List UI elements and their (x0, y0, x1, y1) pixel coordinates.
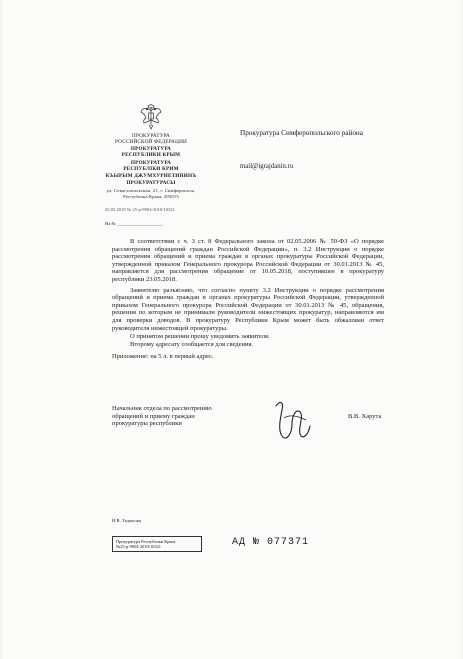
org-ua-line1: ПРОКУРАТУРА (130, 159, 172, 166)
org-ua-line2: РЕСПУБЛІКИ КРИМ (123, 166, 179, 173)
coat-of-arms-icon (139, 104, 163, 130)
org-ru-line2: РОССИЙСКОЙ ФЕДЕРАЦИИ (115, 139, 187, 146)
registration-line: 25.05.2018 № 25-р-9904-2018/10321 (105, 207, 175, 212)
registry-stamp (112, 536, 202, 552)
org-address-line2: Республика Крым, 295015 (123, 193, 179, 199)
registry-stamp-line2: №25-р-9904-2018/10321 (116, 544, 161, 550)
form-serial-number: АД № 077371 (232, 537, 310, 548)
executor-name: Н.В. Таджосян (112, 518, 141, 523)
org-address-line1: ул. Севастопольская, 21, г. Симферополь, (106, 188, 196, 194)
paragraph-3: О принятом решении прошу уведомить заявителя. (130, 333, 270, 341)
document-page (2, 0, 461, 659)
attachment-note: Приложение: на 5 л. в первый адрес. (112, 353, 214, 361)
signatory-title (112, 405, 252, 428)
addressee-name: Прокуратура Симферопольского района (240, 129, 363, 137)
letter-body (112, 238, 384, 361)
org-ru-line1: ПРОКУРАТУРА (132, 133, 170, 139)
signatory-title-line1: Начальник отдела по рассмотрению (112, 405, 212, 412)
org-header (100, 133, 202, 199)
reference-line: На № ____________________ (105, 221, 163, 226)
org-crimea-line2: РЕСПУБЛИКИ КРЫМ (121, 152, 181, 159)
addressee-email: mail@igrajdanin.ru (240, 163, 294, 170)
paragraph-2: Заявителю разъясняю, что согласно пункту 3.2 Инструкции о порядке рассмотрения обращений и приема граждан в органах прокуратуры Российской Федерации, утвержденной приказом Генерального прокурора Российской Федерации от 30.01.2013 № 45, обращения, решения по которым не принимали руководители нижестоящих прокуратур, направляются им для проверки доводов. В прокуратуру Республики Крым может быть обжалован ответ руководителя нижестоящей прокуратуры. (112, 286, 384, 332)
signatory-title-line2: обращений и приему граждан (112, 412, 195, 420)
org-crimea-line1: ПРОКУРАТУРА (130, 145, 172, 152)
signatory-title-line3: прокуратуры республики (112, 420, 182, 428)
org-crh-line1: КЪЫРЫМ ДЖУМХУРИЕТИНИНЪ (105, 173, 197, 180)
handwritten-signature (270, 396, 314, 452)
signatory-name: В.В. Харута (348, 413, 382, 420)
registry-stamp-line1: Прокуратура Республики Крым (116, 539, 176, 544)
paragraph-1: В соответствии с ч. 3 ст. 8 Федерального закона от 02.05.2006 № 59-ФЗ «О порядке рассмотрения обращений граждан Российской Федерации», п. 3.2 Инструкции о порядке рассмотрения обращений и приема граждан в органах прокуратуры Российской Федерации, утвержденной приказом Генерального прокурора Российской Федерации от 30.01.2013 № 45, направляется для рассмотрения обращение от 10.05.2018, поступившее в прокуратуру республики 23.05.2018. (112, 238, 384, 283)
paragraph-4: Второму адресату сообщается для сведения. (130, 340, 254, 348)
org-crh-line2: ПРОКУРАТУРАСЫ (126, 179, 176, 186)
